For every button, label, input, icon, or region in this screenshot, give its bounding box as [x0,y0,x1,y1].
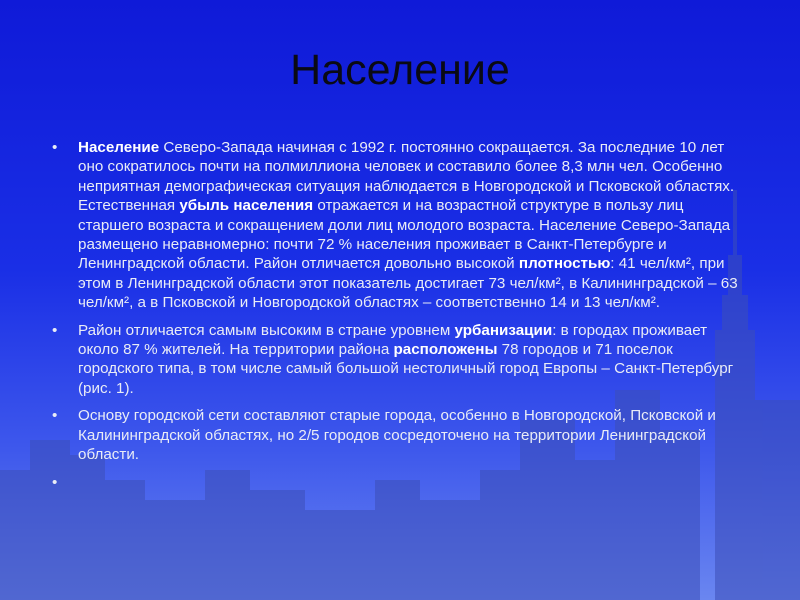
paragraph-text: Естественная [78,197,180,215]
bullet-paragraph [52,138,752,313]
paragraph-text: Основу городской сети составляют старые города, особенно в Новгородской, Псковской и Калининградской областях, но 2/5 городов сосредоточено на территории Ленинградской области. [78,407,716,464]
bullet-paragraph [52,473,752,492]
paragraph-text: 78 городов и 71 поселок городского типа, в том числе самый большой нестоличный город Европы – Санкт-Петербург (рис. 1). [78,341,734,397]
paragraph-line [78,138,752,196]
paragraph-text: Северо-Запада начиная с 1992 г. постоянно сокращается. За последние 10 лет оно сократилось почти на полмиллиона человек и составило более 8,3 млн чел. Особенно неприятная демографическая ситуация наблюдается в Новгородской и Псковской областях. [78,139,735,195]
bullet-dot: • [52,473,58,491]
bullet-paragraph [52,321,752,399]
emphasized-term: убыль населения [179,197,314,215]
paragraph-line [78,406,752,464]
emphasized-term: расположены [393,341,498,359]
emphasized-term: Население [78,139,160,156]
emphasized-term: урбанизации [454,321,553,339]
bullet-dot: • [52,321,58,339]
paragraph-line [78,196,752,312]
slide-body [52,138,752,500]
bullet-dot: • [52,407,58,425]
bullet-dot: • [52,139,58,156]
paragraph-line [78,321,752,399]
paragraph-text: : в городах проживает около 87 % жителей. На территории района [78,321,708,359]
paragraph-text: Район отличается самым высоким в стране уровнем [78,321,455,339]
bullet-paragraph [52,406,752,464]
paragraph-text: : 41 чел/км², при этом в Ленинградской области этот показатель достигает 73 чел/км², в Калининградской – 63 чел/км², а в Псковской и Новгородской областях – соответственно 14 и 13 чел/км². [78,255,738,312]
paragraph-text: отражается и на возрастной структуре в пользу лиц старшего возраста и сокращением доли лиц молодого возраста. Население Северо-Запада размещено неравномерно: почти 72 % населения проживает в Санкт-Петербурге и Ленинградской области. Район отличается довольно высокой [78,197,731,273]
slide-title: Население [290,46,510,94]
emphasized-term: плотностью [518,255,611,273]
